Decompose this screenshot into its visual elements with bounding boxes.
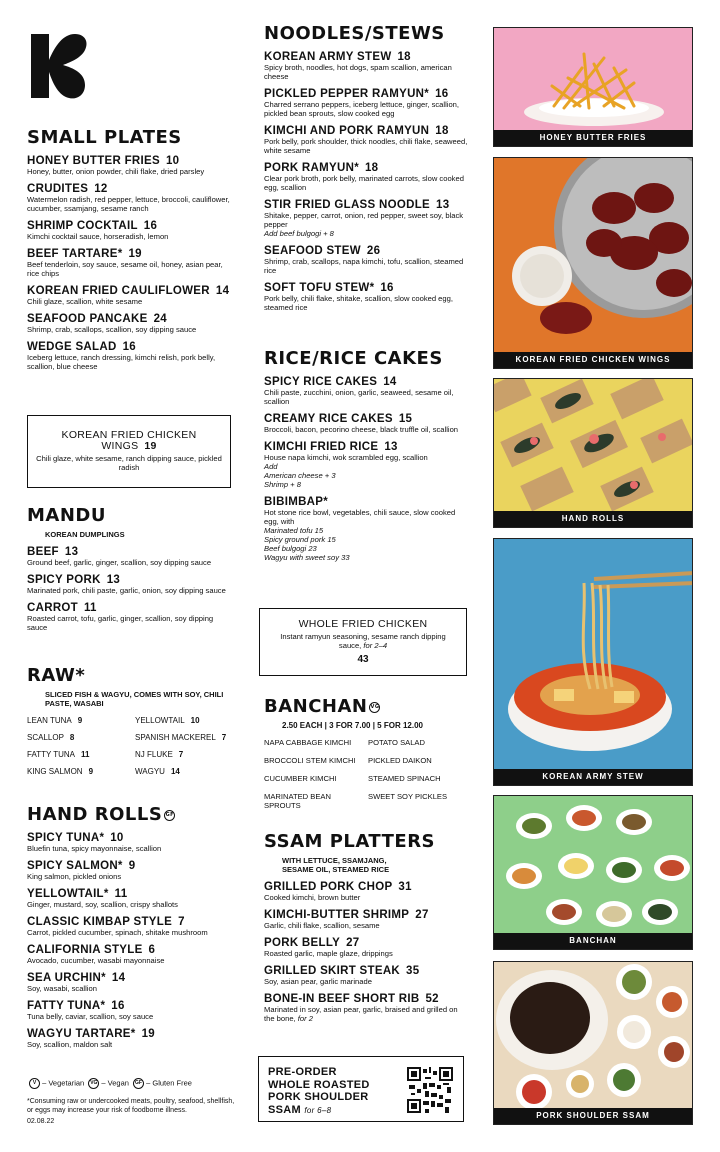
menu-item (27, 888, 235, 909)
menu-item-name: SPICY SALMON* 9 (27, 860, 136, 872)
mandu-heading: MANDU (27, 505, 106, 526)
menu-item-name: BIBIMBAP* (264, 496, 329, 508)
menu-item (264, 413, 470, 434)
menu-item-name: BONE-IN BEEF SHORT RIB 52 (264, 993, 439, 1005)
banchan-item: PICKLED DAIKON (368, 756, 432, 765)
ssam-illustration (494, 962, 693, 1110)
small-plates-heading: SMALL PLATES (27, 127, 182, 148)
menu-item-desc: Watermelon radish, red pepper, lettuce, broccoli, cauliflower, cucumber, ssamjang, sesame ranch (27, 195, 230, 213)
photo-banchan (493, 795, 693, 950)
banchan-subtitle: 2.50 EACH | 3 FOR 7.00 | 5 FOR 12.00 (282, 721, 423, 730)
menu-item (27, 1028, 235, 1049)
menu-item-price: 10 (110, 832, 124, 844)
gluten-free-icon: GF (133, 1078, 144, 1089)
photo-honey-butter-fries (493, 27, 693, 147)
photo-pork-shoulder-ssam (493, 961, 693, 1125)
menu-item-name: WAGYU TARTARE* 19 (27, 1028, 155, 1040)
menu-item (264, 909, 470, 930)
menu-item-desc: Charred serrano peppers, iceberg lettuce, ginger, scallion, pickled bean sprouts, slow cooked egg (264, 100, 460, 118)
menu-item-price: 16 (111, 1000, 125, 1012)
banchan-illustration (494, 796, 693, 935)
photo-caption: PORK SHOULDER SSAM (494, 1108, 692, 1124)
raw-item-price: 9 (88, 767, 94, 776)
menu-item-price: 9 (128, 860, 136, 872)
menu-item-name: SOFT TOFU STEW* 16 (264, 282, 394, 294)
menu-item-addon: Marinated tofu 15 (264, 526, 324, 535)
menu-item-desc: Ginger, mustard, soy, scallion, crispy shallots (27, 900, 178, 909)
raw-item: WAGYU 14 (135, 767, 180, 776)
wings-name: KOREAN FRIED CHICKEN WINGS 19 (61, 429, 197, 452)
menu-item (264, 881, 470, 902)
menu-item-name: WEDGE SALAD 16 (27, 341, 136, 353)
menu-item (27, 860, 235, 881)
menu-item (27, 916, 235, 937)
menu-item-price: 26 (366, 245, 381, 257)
menu-item (264, 965, 470, 986)
raw-item: YELLOWTAIL 10 (135, 716, 200, 725)
menu-item-desc: Kimchi cocktail sauce, horseradish, lemon (27, 232, 169, 241)
banchan-item: POTATO SALAD (368, 738, 425, 747)
menu-item-desc: Roasted carrot, tofu, garlic, ginger, scallion, soy dipping sauce (27, 614, 214, 632)
menu-item-addon: Add beef bulgogi + 8 (264, 229, 334, 238)
menu-item-name: BEEF TARTARE* 19 (27, 248, 142, 260)
raw-item-price: 7 (178, 750, 184, 759)
menu-item (264, 199, 470, 238)
menu-item-name: CREAMY RICE CAKES 15 (264, 413, 413, 425)
photo-caption: KOREAN ARMY STEW (494, 769, 692, 785)
menu-item-name: PICKLED PEPPER RAMYUN* 16 (264, 88, 449, 100)
menu-item (264, 441, 470, 489)
menu-item-price: 15 (398, 413, 413, 425)
menu-item (27, 341, 235, 371)
preorder-line: PORK SHOULDER (268, 1091, 369, 1103)
menu-item-price: 18 (364, 162, 379, 174)
menu-item-price: 13 (64, 546, 79, 558)
banchan-heading: BANCHAN VG (264, 696, 380, 717)
menu-item-price: 14 (383, 376, 397, 388)
menu-item (27, 546, 235, 567)
menu-item-desc: Tuna belly, caviar, scallion, soy sauce (27, 1012, 154, 1021)
menu-item-price: 13 (106, 574, 121, 586)
raw-item-price: 11 (81, 750, 90, 759)
wings-desc: Chili glaze, white sesame, ranch dipping sauce, pickled radish (36, 454, 222, 472)
menu-item-desc: Avocado, cucumber, wasabi mayonnaise (27, 956, 165, 965)
photo-caption: HAND ROLLS (494, 511, 692, 527)
menu-item-desc: Broccoli, bacon, pecorino cheese, black truffle oil, scallion (264, 425, 459, 434)
mandu-subtitle: KOREAN DUMPLINGS (45, 530, 125, 539)
menu-item-name: SPICY PORK 13 (27, 574, 121, 586)
menu-item-desc: Honey, butter, onion powder, chili flake, dried parsley (27, 167, 205, 176)
vegan-icon: VG (369, 702, 380, 713)
banchan-item: STEAMED SPINACH (368, 774, 441, 783)
vegetarian-icon: V (29, 1078, 40, 1089)
menu-item-price: 18 (435, 125, 449, 137)
menu-item-desc: Hot stone rice bowl, vegetables, chili sauce, slow cooked egg, with (264, 508, 456, 526)
banchan-item: BROCCOLI STEM KIMCHI (264, 756, 356, 765)
photo-caption: KOREAN FRIED CHICKEN WINGS (494, 352, 692, 368)
menu-item-desc: Spicy broth, noodles, hot dogs, spam scallion, american cheese (264, 63, 452, 81)
menu-item-price: 27 (346, 937, 360, 949)
menu-item-name: CRUDITES 12 (27, 183, 108, 195)
menu-item-name: KOREAN ARMY STEW 18 (264, 51, 411, 63)
raw-item-price: 7 (221, 733, 227, 742)
wings-illustration (494, 158, 693, 354)
menu-item-name: STIR FRIED GLASS NOODLE 13 (264, 199, 450, 211)
menu-item-price: 16 (380, 282, 394, 294)
menu-item (27, 972, 235, 993)
menu-item-name: FATTY TUNA* 16 (27, 1000, 125, 1012)
gluten-free-icon: GF (164, 810, 175, 821)
raw-item: KING SALMON 9 (27, 767, 94, 776)
menu-item-addon: Shrimp + 8 (264, 480, 301, 489)
menu-item-name: GRILLED SKIRT STEAK 35 (264, 965, 420, 977)
menu-item-desc: Marinated in soy, asian pear, garlic, braised and grilled on the bone, for 2 (264, 1005, 458, 1023)
photo-hand-rolls (493, 378, 693, 528)
banchan-item: SWEET SOY PICKLES (368, 792, 448, 801)
menu-item-price: 13 (436, 199, 450, 211)
vegan-icon: VG (88, 1078, 99, 1089)
whole-chicken-desc: Instant ramyun seasoning, sesame ranch dipping sauce, for 2–4 (280, 632, 446, 650)
raw-subtitle: SLICED FISH & WAGYU, COMES WITH SOY, CHILI PASTE, WASABI (45, 690, 224, 708)
menu-item-name: PORK RAMYUN* 18 (264, 162, 379, 174)
menu-item-name: SEA URCHIN* 14 (27, 972, 126, 984)
menu-item-name: KIMCHI-BUTTER SHRIMP 27 (264, 909, 429, 921)
photo-korean-fried-chicken-wings (493, 157, 693, 369)
menu-item-name: KOREAN FRIED CAULIFLOWER 14 (27, 285, 230, 297)
banchan-item: MARINATED BEAN SPROUTS (264, 792, 331, 810)
photo-caption: HONEY BUTTER FRIES (494, 130, 692, 146)
menu-item-price: 14 (215, 285, 230, 297)
menu-item (264, 937, 470, 958)
menu-item-name: SPICY RICE CAKES 14 (264, 376, 397, 388)
menu-item (27, 313, 235, 334)
menu-item (27, 183, 235, 213)
menu-item-price: 16 (143, 220, 158, 232)
menu-item (27, 832, 235, 853)
menu-item-price: 10 (165, 155, 180, 167)
wings-box (27, 415, 231, 488)
menu-item (264, 496, 470, 562)
banchan-item: NAPA CABBAGE KIMCHI (264, 738, 352, 747)
menu-item-name: GRILLED PORK CHOP 31 (264, 881, 412, 893)
menu-item (27, 285, 235, 306)
menu-item-addon: Add (264, 462, 278, 471)
menu-item-price: 19 (128, 248, 142, 260)
banchan-item: CUCUMBER KIMCHI (264, 774, 337, 783)
menu-item-desc: Ground beef, garlic, ginger, scallion, soy dipping sauce (27, 558, 212, 567)
raw-item-price: 10 (190, 716, 200, 725)
menu-item (27, 155, 235, 176)
menu-item (27, 574, 235, 595)
menu-item (264, 125, 470, 155)
raw-item-price: 8 (69, 733, 75, 742)
photo-caption: BANCHAN (494, 933, 692, 949)
menu-item-price: 14 (111, 972, 126, 984)
menu-item-desc: Chili paste, zucchini, onion, garlic, seaweed, sesame oil, scallion (264, 388, 454, 406)
menu-item-desc: Chili glaze, scallion, white sesame (27, 297, 143, 306)
menu-item-name: YELLOWTAIL* 11 (27, 888, 128, 900)
menu-item (264, 88, 470, 118)
menu-item-name: HONEY BUTTER FRIES 10 (27, 155, 180, 167)
raw-item: NJ FLUKE 7 (135, 750, 184, 759)
menu-item-price: 12 (94, 183, 108, 195)
menu-item-desc: Shrimp, crab, scallops, napa kimchi, tofu, scallion, steamed rice (264, 257, 464, 275)
ssam-subtitle: WITH LETTUCE, SSAMJANG, SESAME OIL, STEAMED RICE (282, 856, 390, 874)
menu-item (27, 220, 235, 241)
whole-chicken-name: WHOLE FRIED CHICKEN (298, 618, 428, 630)
raw-item: SCALLOP 8 (27, 733, 75, 742)
menu-item-addon: American cheese + 3 (264, 471, 336, 480)
menu-item-addon: Wagyu with sweet soy 33 (264, 553, 350, 562)
menu-item-desc: Marinated pork, chili paste, garlic, onion, soy dipping sauce (27, 586, 226, 595)
preorder-line: WHOLE ROASTED (268, 1078, 370, 1091)
menu-item-name: PORK BELLY 27 (264, 937, 360, 949)
whole-chicken-box (259, 608, 467, 676)
hand-rolls-illustration (494, 379, 693, 513)
raw-item: LEAN TUNA 9 (27, 716, 83, 725)
menu-item (264, 282, 470, 312)
menu-item-price: 18 (397, 51, 411, 63)
diet-legend: V – Vegetarian VG – Vegan GF – Gluten Free (27, 1078, 192, 1089)
preorder-box (258, 1056, 464, 1122)
menu-item (27, 248, 235, 278)
rice-heading: RICE/RICE CAKES (264, 348, 443, 369)
preorder-line: PRE-ORDER (268, 1066, 337, 1078)
menu-item-name: SPICY TUNA* 10 (27, 832, 124, 844)
hand-rolls-heading: HAND ROLLS GF (27, 804, 175, 825)
menu-item-price: 31 (398, 881, 412, 893)
menu-item-desc: Pork belly, pork shoulder, thick noodles, chili flake, seaweed, white sesame (264, 137, 468, 155)
menu-item-name: CLASSIC KIMBAP STYLE 7 (27, 916, 185, 928)
menu-item-addon: Spicy ground pork 15 (264, 535, 336, 544)
menu-item-desc: Pork belly, chili flake, shitake, scallion, slow cooked egg, steamed rice (264, 294, 453, 312)
menu-item-desc: Bluefin tuna, spicy mayonnaise, scallion (27, 844, 162, 853)
noodles-heading: NOODLES/STEWS (264, 23, 445, 44)
menu-item-desc: Carrot, pickled cucumber, spinach, shitake mushroom (27, 928, 208, 937)
menu-item-addon: Beef bulgogi 23 (264, 544, 317, 553)
menu-item (264, 993, 470, 1023)
whole-chicken-price: 43 (357, 654, 369, 665)
menu-item-price: 11 (84, 602, 97, 614)
menu-item-name: SHRIMP COCKTAIL 16 (27, 220, 158, 232)
menu-item-name: SEAFOOD STEW 26 (264, 245, 381, 257)
qr-code[interactable] (407, 1067, 453, 1113)
menu-item-price: 13 (384, 441, 398, 453)
menu-date: 02.08.22 (27, 1118, 55, 1125)
raw-heading: RAW* (27, 665, 86, 686)
raw-item-price: 14 (170, 767, 180, 776)
menu-item-name: SEAFOOD PANCAKE 24 (27, 313, 167, 325)
wings-price: 19 (144, 440, 157, 452)
menu-item-desc: Shitake, pepper, carrot, onion, red pepper, sweet soy, black pepper (264, 211, 464, 229)
menu-item-desc: Soy, wasabi, scallion (27, 984, 97, 993)
menu-item-name: CALIFORNIA STYLE 6 (27, 944, 156, 956)
menu-item-price: 27 (415, 909, 429, 921)
raw-item: SPANISH MACKEREL 7 (135, 733, 227, 742)
menu-item-price: 16 (122, 341, 136, 353)
photo-korean-army-stew (493, 538, 693, 786)
raw-item: FATTY TUNA 11 (27, 750, 90, 759)
menu-item-desc: King salmon, pickled onions (27, 872, 122, 881)
menu-item-desc: Cooked kimchi, brown butter (264, 893, 361, 902)
menu-item-desc: Soy, scallion, maldon salt (27, 1040, 113, 1049)
menu-item-name: KIMCHI AND PORK RAMYUN 18 (264, 125, 449, 137)
menu-item-desc: Soy, asian pear, garlic marinade (264, 977, 372, 986)
menu-item-name: CARROT 11 (27, 602, 97, 614)
menu-item (27, 602, 235, 632)
menu-item-price: 35 (406, 965, 420, 977)
menu-item-name: BEEF 13 (27, 546, 79, 558)
menu-item-price: 16 (435, 88, 449, 100)
menu-item (264, 245, 470, 275)
menu-item-price: 24 (153, 313, 167, 325)
menu-item (264, 376, 470, 406)
army-stew-illustration (494, 539, 693, 771)
fries-illustration (494, 28, 693, 132)
menu-item-desc: Iceberg lettuce, ranch dressing, kimchi relish, pork belly, scallion, blue cheese (27, 353, 216, 371)
menu-item (264, 51, 470, 81)
menu-item-price: 7 (178, 916, 185, 928)
menu-item-price: 11 (114, 888, 128, 900)
menu-item (27, 1000, 235, 1021)
preorder-line: SSAM for 6–8 (268, 1103, 332, 1116)
menu-item-desc: Beef tenderloin, soy sauce, sesame oil, honey, asian pear, rice chips (27, 260, 223, 278)
menu-item (27, 944, 235, 965)
menu-item (264, 162, 470, 192)
menu-item-desc: Clear pork broth, pork belly, marinated carrots, slow cooked egg, scallion (264, 174, 464, 192)
restaurant-logo (27, 30, 91, 100)
menu-item-price: 52 (425, 993, 439, 1005)
menu-item-name: KIMCHI FRIED RICE 13 (264, 441, 398, 453)
disclaimer: *Consuming raw or undercooked meats, poultry, seafood, shellfish, or eggs may increase your risk of foodborne illness. (27, 1098, 235, 1114)
ssam-heading: SSAM PLATTERS (264, 831, 436, 852)
menu-item-desc: House napa kimchi, wok scrambled egg, scallion (264, 453, 428, 462)
menu-item-desc: Garlic, chili flake, scallion, sesame (264, 921, 380, 930)
raw-item-price: 9 (77, 716, 83, 725)
menu-item-desc: Shrimp, crab, scallops, scallion, soy dipping sauce (27, 325, 197, 334)
menu-item-desc: Roasted garlic, maple glaze, drippings (264, 949, 393, 958)
menu-item-price: 19 (141, 1028, 155, 1040)
menu-item-price: 6 (148, 944, 156, 956)
